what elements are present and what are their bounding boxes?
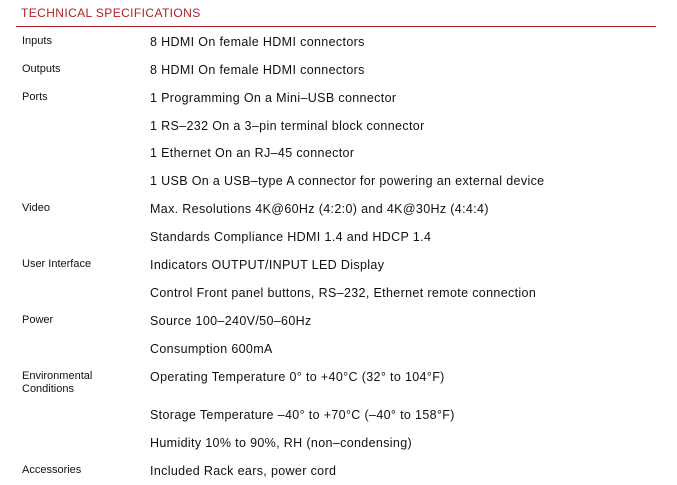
spec-value: Indicators OUTPUT/INPUT LED Display: [150, 258, 385, 272]
spec-value: Humidity 10% to 90%, RH (non–condensing): [150, 436, 413, 450]
spec-label: Inputs: [22, 35, 52, 47]
spec-value: 8 HDMI On female HDMI connectors: [150, 63, 365, 77]
spec-value: Control Front panel buttons, RS–232, Ethernet remote connection: [150, 286, 537, 300]
spec-value: Standards Compliance HDMI 1.4 and HDCP 1.4: [150, 230, 432, 244]
spec-value: Max. Resolutions 4K@60Hz (4:2:0) and 4K@30Hz (4:4:4): [150, 202, 489, 216]
spec-value: 1 Ethernet On an RJ–45 connector: [150, 146, 355, 160]
spec-label: Accessories: [22, 464, 82, 476]
spec-value: Source 100–240V/50–60Hz: [150, 314, 312, 328]
spec-label: Power: [22, 314, 54, 326]
spec-value: Storage Temperature –40° to +70°C (–40° to 158°F): [150, 408, 455, 422]
section-title: TECHNICAL SPECIFICATIONS: [21, 6, 201, 20]
spec-label: User Interface: [22, 258, 92, 270]
spec-value: 8 HDMI On female HDMI connectors: [150, 35, 365, 49]
spec-value: Consumption 600mA: [150, 342, 273, 356]
header-divider: [16, 26, 656, 27]
spec-label: Ports: [22, 91, 48, 103]
spec-label: Video: [22, 202, 50, 214]
spec-value: 1 USB On a USB–type A connector for powering an external device: [150, 174, 545, 188]
spec-value: 1 Programming On a Mini–USB connector: [150, 91, 397, 105]
spec-value: Included Rack ears, power cord: [150, 464, 337, 478]
spec-label: Environmental Conditions: [22, 370, 93, 395]
spec-value: 1 RS–232 On a 3–pin terminal block connector: [150, 119, 425, 133]
spec-value: Operating Temperature 0° to +40°C (32° to 104°F): [150, 370, 445, 384]
spec-label: Outputs: [22, 63, 61, 75]
